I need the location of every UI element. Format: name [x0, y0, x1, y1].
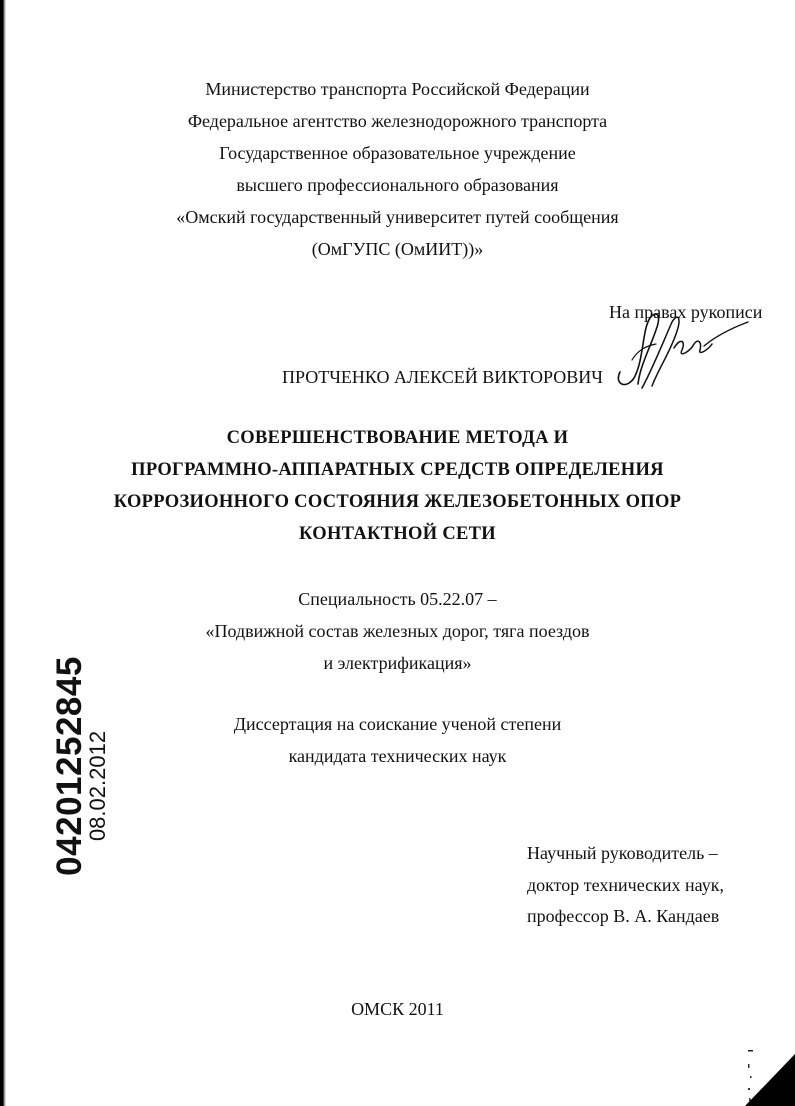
header-ministry: Министерство транспорта Российской Федерации: [205, 79, 590, 99]
stamp-date: 08.02.2012: [85, 730, 110, 842]
author-name: ПРОТЧЕНКО АЛЕКСЕЙ ВИКТОРОВИЧ: [282, 367, 603, 387]
header-education-level: высшего профессионального образования: [236, 175, 559, 195]
advisor-name: профессор В. А. Кандаев: [527, 906, 720, 926]
advisor-degree: доктор технических наук,: [527, 875, 724, 895]
title-line-4: КОНТАКТНОЙ СЕТИ: [299, 524, 496, 544]
scan-left-edge: [0, 0, 6, 1106]
title-line-2: ПРОГРАММНО-АППАРАТНЫХ СРЕДСТВ ОПРЕДЕЛЕНИЯ: [131, 460, 664, 480]
dissertation-line-2: кандидата технических наук: [288, 746, 507, 766]
header-agency: Федеральное агентство железнодорожного транспорта: [187, 111, 608, 131]
specialty-name-1: «Подвижной состав железных дорог, тяга поездов: [205, 621, 590, 641]
title-line-3: КОРРОЗИОННОГО СОСТОЯНИЯ ЖЕЛЕЗОБЕТОННЫХ ОПОР: [113, 492, 682, 512]
header-university-name: «Омский государственный университет путей сообщения: [176, 207, 619, 227]
footer-city-year: ОМСК 2011: [351, 999, 444, 1019]
dissertation-line-1: Диссертация на соискание ученой степени: [233, 714, 562, 734]
specialty-code: Специальность 05.22.07 –: [298, 589, 497, 609]
title-line-1: СОВЕРШЕНСТВОВАНИЕ МЕТОДА И: [226, 428, 569, 448]
signature-image: [612, 300, 752, 395]
specialty-name-2: и электрификация»: [323, 653, 472, 673]
stamp-id-number: 04201252845: [50, 656, 89, 876]
scan-corner-fold: [745, 1054, 795, 1106]
header-university-abbrev: (ОмГУПС (ОмИИТ))»: [311, 239, 484, 259]
advisor-role: Научный руководитель –: [527, 843, 718, 863]
header-institution-type: Государственное образовательное учреждение: [219, 143, 576, 163]
manuscript-note: На правах рукописи: [609, 302, 763, 322]
